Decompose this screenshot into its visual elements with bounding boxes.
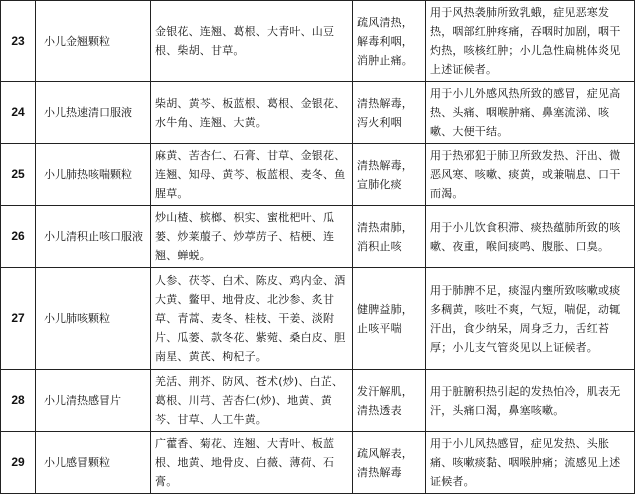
ingredients-cell: 炒山楂、槟榔、枳实、蜜枇杷叶、瓜蒌、炒莱菔子、炒葶苈子、桔梗、连翘、蝉蜕。 xyxy=(151,206,353,268)
table-row xyxy=(1,268,635,370)
drug-name: 小儿金翘颗粒 xyxy=(36,1,151,82)
ingredients-cell: 金银花、连翘、葛根、大青叶、山豆根、柴胡、甘草。 xyxy=(151,1,353,82)
indication-cell: 用于肺脾不足，痰湿内壅所致咳嗽或痰多稠黄，咳吐不爽，气短，喘促，动辄汗出，食少纳呆，周身乏力，舌红苔厚；小儿支气管炎见以上证候者。 xyxy=(426,268,635,370)
ingredients-cell: 羌活、荆芥、防风、苍术(炒)、白芷、葛根、川芎、苦杏仁(炒)、地黄、黄芩、甘草、人工牛黄。 xyxy=(151,370,353,432)
row-number: 23 xyxy=(1,1,36,82)
drug-name: 小儿热速清口服液 xyxy=(36,82,151,144)
ingredients-cell: 麻黄、苦杏仁、石膏、甘草、金银花、连翘、知母、黄芩、板蓝根、麦冬、鱼腥草。 xyxy=(151,144,353,206)
table-row xyxy=(1,1,635,82)
effect-cell: 清热解毒，泻火利咽 xyxy=(353,82,426,144)
drug-name: 小儿肺热咳喘颗粒 xyxy=(36,144,151,206)
effect-cell: 清热肃肺，消积止咳 xyxy=(353,206,426,268)
table-row xyxy=(1,432,635,494)
effect-cell: 清热解毒，宣肺化痰 xyxy=(353,144,426,206)
indication-cell: 用于风热袭肺所致乳蛾，症见恶寒发热，咽部红肿疼痛，吞咽时加剧，咽干灼热，咳核红肿；小儿急性扁桃体炎见上述证候者。 xyxy=(426,1,635,82)
table-row xyxy=(1,370,635,432)
indication-cell: 用于小儿风热感冒，症见发热、头胀痛、咳嗽痰黏、咽喉肿痛；流感见上述证候者。 xyxy=(426,432,635,494)
effect-cell: 疏风解表，清热解毒 xyxy=(353,432,426,494)
table-row xyxy=(1,206,635,268)
ingredients-cell: 柴胡、黄芩、板蓝根、葛根、金银花、水牛角、连翘、大黄。 xyxy=(151,82,353,144)
drug-name: 小儿清积止咳口服液 xyxy=(36,206,151,268)
effect-cell: 健脾益肺，止咳平喘 xyxy=(353,268,426,370)
row-number: 24 xyxy=(1,82,36,144)
indication-cell: 用于小儿外感风热所致的感冒，症见高热、头痛、咽喉肿痛、鼻塞流涕、咳嗽、大便干结。 xyxy=(426,82,635,144)
indication-cell: 用于热邪犯于肺卫所致发热、汗出、微恶风寒、咳嗽、痰黄，或兼喘息、口干而渴。 xyxy=(426,144,635,206)
indication-cell: 用于小儿饮食积滞、痰热蕴肺所致的咳嗽、夜重，喉间痰鸣、腹胀、口臭。 xyxy=(426,206,635,268)
row-number: 29 xyxy=(1,432,36,494)
effect-cell: 疏风清热，解毒利咽，消肿止痛。 xyxy=(353,1,426,82)
ingredients-cell: 广藿香、菊花、连翘、大青叶、板蓝根、地黄、地骨皮、白薇、薄荷、石膏。 xyxy=(151,432,353,494)
row-number: 27 xyxy=(1,268,36,370)
drug-name: 小儿感冒颗粒 xyxy=(36,432,151,494)
ingredients-cell: 人参、茯苓、白术、陈皮、鸡内金、酒大黄、鳖甲、地骨皮、北沙参、炙甘草、青蒿、麦冬、桂枝、干姜、淡附片、瓜蒌、款冬花、紫菀、桑白皮、胆南星、黄芪、枸杞子。 xyxy=(151,268,353,370)
row-number: 25 xyxy=(1,144,36,206)
drug-name: 小儿肺咳颗粒 xyxy=(36,268,151,370)
indication-cell: 用于脏腑积热引起的发热怕冷，肌表无汗，头痛口渴，鼻塞咳嗽。 xyxy=(426,370,635,432)
drug-name: 小儿清热感冒片 xyxy=(36,370,151,432)
effect-cell: 发汗解肌，清热透表 xyxy=(353,370,426,432)
table-row xyxy=(1,82,635,144)
row-number: 28 xyxy=(1,370,36,432)
row-number: 26 xyxy=(1,206,36,268)
table-row xyxy=(1,144,635,206)
